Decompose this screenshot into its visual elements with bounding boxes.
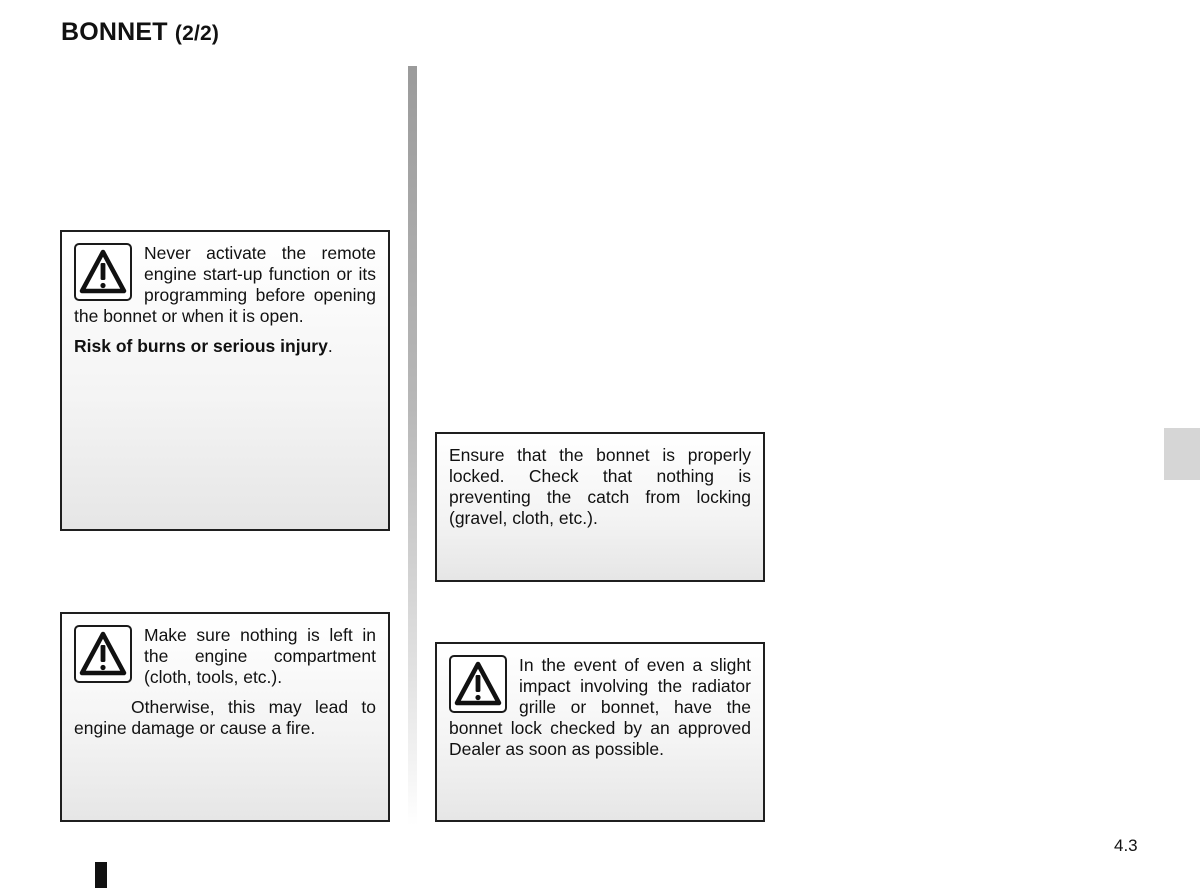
warning-consequence: Otherwise, this may lead to engine damage or cause a fire. bbox=[74, 697, 376, 738]
risk-text-end: . bbox=[327, 336, 333, 356]
page-number: 4.3 bbox=[1114, 836, 1138, 855]
risk-text: Risk of burns or serious injury bbox=[74, 336, 328, 356]
note-text: Ensure that the bonnet is properly locked. Check that nothing is preventing the catch from locking (gravel, cloth, etc.). bbox=[449, 445, 751, 528]
warning-text: Make sure nothing is left in the engine compartment (cloth, tools, etc.). bbox=[144, 625, 376, 687]
page-title-part: (2/2) bbox=[174, 22, 220, 45]
page-title-text: BONNET bbox=[61, 18, 168, 46]
page-title bbox=[61, 18, 219, 47]
warning-text: Never activate the remote engine start-up function or its programming before opening the bonnet or when it is open. bbox=[74, 243, 376, 326]
warning-triangle-icon bbox=[74, 625, 132, 683]
note-box-bonnet-locked bbox=[435, 432, 765, 582]
warning-box-engine-compartment bbox=[60, 612, 390, 822]
warning-box-remote-start bbox=[60, 230, 390, 531]
warning-text: In the event of even a slight impact involving the radiator grille or bonnet, have the bonnet lock checked by an approved Dealer as soon as possible. bbox=[449, 655, 751, 759]
risk-statement bbox=[74, 336, 376, 357]
crop-mark bbox=[95, 862, 107, 888]
column-divider bbox=[408, 66, 417, 826]
warning-triangle-icon bbox=[74, 243, 132, 301]
warning-triangle-icon bbox=[449, 655, 507, 713]
warning-box-impact bbox=[435, 642, 765, 822]
chapter-tab bbox=[1164, 428, 1200, 480]
